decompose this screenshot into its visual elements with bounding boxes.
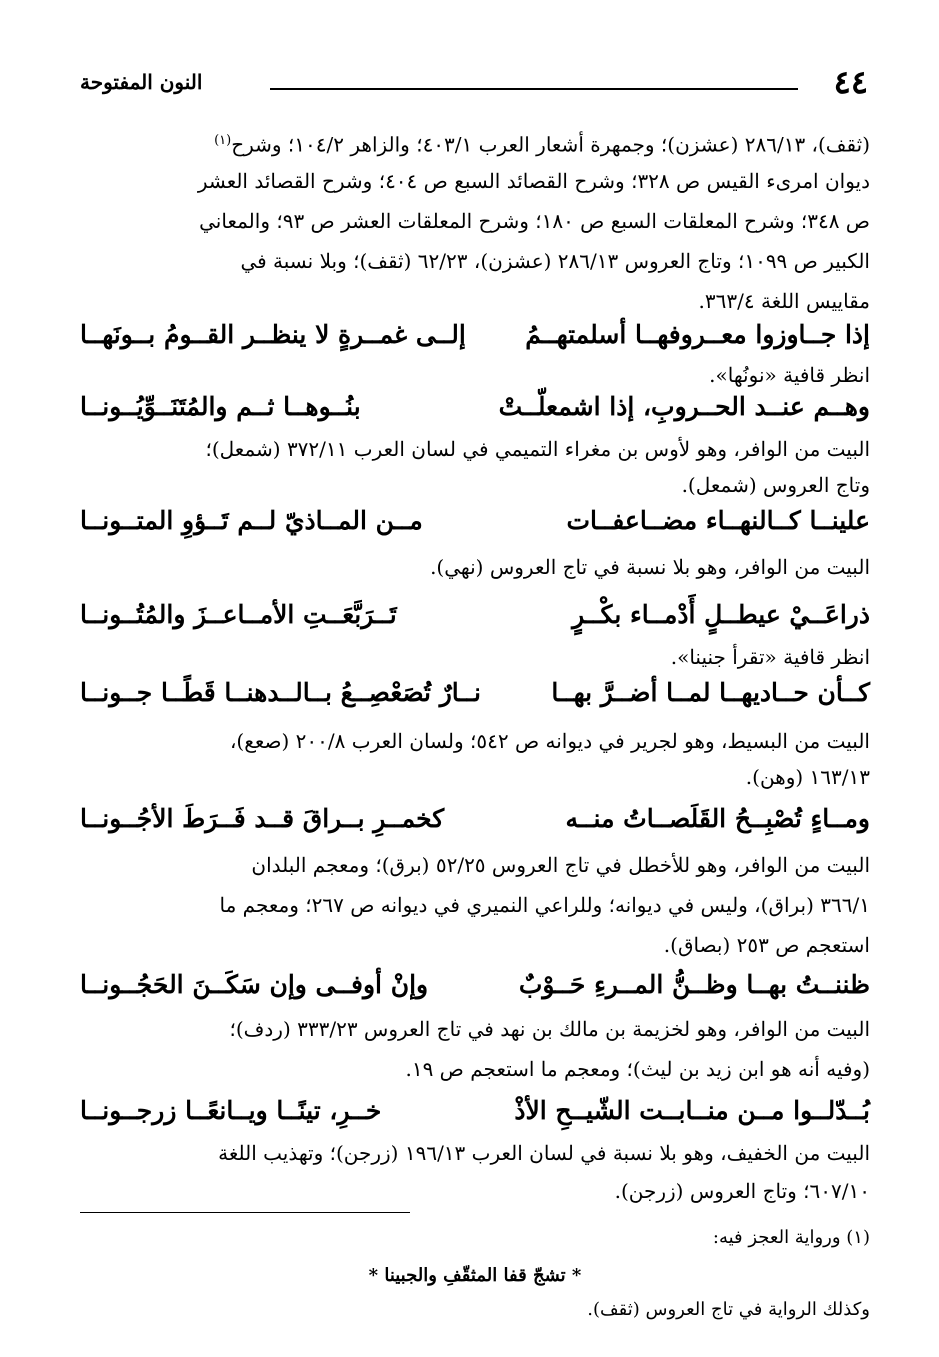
- verse-note: وتاج العروس (شمعل).: [681, 473, 870, 497]
- verse-second-hemistich: وإنْ أوفــى وإن سَكَــنَ الحَجُــونــا: [80, 970, 429, 999]
- header-rule: [270, 88, 798, 90]
- verse-note: ٣٦٦/١ (براق)، وليس في ديوانه؛ وللراعي النميري في ديوانه ص ٢٦٧؛ ومعجم ما: [219, 893, 870, 917]
- verse-second-hemistich: خــرِ، تينًــا ويــانعًــا زرجــونــا: [80, 1096, 382, 1125]
- verse-line: [80, 502, 870, 546]
- running-title: النون المفتوحة: [80, 70, 203, 94]
- verse-note: البيت من الوافر، وهو لأوس بن مغراء التميمي في لسان العرب ٣٧٢/١١ (شمعل)؛: [205, 437, 870, 461]
- verse-note: البيت من الوافر، وهو لخزيمة بن مالك بن نهد في تاج العروس ٣٣٣/٢٣ (ردف)؛: [229, 1017, 870, 1041]
- verse-first-hemistich: ذراعَــيْ عيطــلٍ أَدْمــاء بكْــرٍ: [572, 600, 870, 629]
- verse-first-hemistich: علينــا كــالنهــاء مضــاعفــات: [566, 506, 870, 535]
- verse-line: [80, 1092, 870, 1136]
- verse-note: البيت من الوافر، وهو للأخطل في تاج العروس ٥٢/٢٥ (برق)؛ ومعجم البلدان: [251, 853, 870, 877]
- page-header: [80, 64, 868, 100]
- intro-line: الكبير ص ١٠٩٩؛ وتاج العروس ٢٨٦/١٣ (عشزن)، ٦٢/٢٣ (ثقف)؛ وبلا نسبة في: [240, 249, 870, 273]
- verse-line: [80, 674, 870, 718]
- verse-line: [80, 800, 870, 844]
- verse-note: ٦٠٧/١٠؛ وتاج العروس (زرجن).: [614, 1179, 870, 1203]
- verse-line: [80, 388, 870, 432]
- verse-note: انظر قافية «تقرأ جنينا».: [670, 645, 870, 669]
- verse-line: [80, 316, 870, 360]
- page-number: ٤٤: [833, 63, 868, 101]
- verse-line: [80, 596, 870, 640]
- footnote-marker: (١): [214, 133, 232, 148]
- footnote-verse: * تشجّ قفا المثقّفِ والجبينا *: [368, 1265, 582, 1286]
- verse-first-hemistich: وهــم عنــد الحــروبِ، إذا اشمعلّــتْ: [498, 392, 870, 421]
- intro-line: (ثقف)، ٢٨٦/١٣ (عشزن)؛ وجمهرة أشعار العرب ٤٠٣/١؛ والزاهر ١٠٤/٢؛ وشرح$^{(١)}$: [214, 132, 870, 157]
- verse-note: (وفيه أنه هو ابن زيد بن ليث)؛ ومعجم ما استعجم ص ١٩.: [405, 1057, 870, 1081]
- verse-second-hemistich: إلــى غمــرةٍ لا ينظــر القــومُ بــونَهــا: [80, 320, 466, 349]
- verse-line: [80, 966, 870, 1010]
- verse-note: البيت من الخفيف، وهو بلا نسبة في لسان العرب ١٩٦/١٣ (زرجن)؛ وتهذيب اللغة: [218, 1141, 870, 1165]
- verse-second-hemistich: مــن المــاذيّ لــم تَــؤوِ المتــونــا: [80, 506, 423, 535]
- footnote-intro: (١) ورواية العجز فيه:: [712, 1227, 870, 1248]
- verse-note: البيت من الوافر، وهو بلا نسبة في تاج العروس (نهي).: [430, 555, 870, 579]
- verse-first-hemistich: ومــاءٍ تُصْبِــحُ القَلَصــاتُ منــه: [565, 804, 870, 833]
- verse-second-hemistich: نــارٌ تُصَعْصِــعُ بــالــدهنــا قَطًــا جــونــا: [80, 678, 482, 707]
- verse-note: انظر قافية «نونُها».: [709, 363, 870, 387]
- footnote-rule: [80, 1212, 410, 1213]
- verse-second-hemistich: تَــرَبَّعَــتِ الأمــاعــزَ والمُتُــونــا: [80, 600, 397, 629]
- verse-first-hemistich: كــأن حــاديهــا لمــا أضــرَّ بهــا: [551, 678, 870, 707]
- verse-first-hemistich: إذا جــاوزوا معــروفهــا أسلمتهــمُ: [525, 320, 870, 349]
- intro-line: مقاييس اللغة ٣٦٣/٤.: [698, 289, 870, 313]
- intro-line: ديوان امرىء القيس ص ٣٢٨؛ وشرح القصائد السبع ص ٤٠٤؛ وشرح القصائد العشر: [197, 169, 870, 193]
- verse-first-hemistich: ظننــتُ بهــا وظــنُّ المــرءِ حَــوْبٌ: [518, 970, 870, 999]
- intro-line: ص ٣٤٨؛ وشرح المعلقات السبع ص ١٨٠؛ وشرح المعلقات العشر ص ٩٣؛ والمعاني: [199, 209, 870, 233]
- verse-second-hemistich: بنُــوهــا ثــم والمُتَنَــوِّيُــونــا: [80, 392, 361, 421]
- verse-first-hemistich: بُــدّلــوا مــن منــابــت الشّيــحِ الأذْ: [514, 1096, 870, 1125]
- verse-note: استعجم ص ٢٥٣ (بصاق).: [663, 933, 870, 957]
- verse-note: البيت من البسيط، وهو لجرير في ديوانه ص ٥٤٢؛ ولسان العرب ٢٠٠/٨ (صعع)،: [229, 729, 870, 753]
- verse-note: ١٦٣/١٣ (وهن).: [745, 765, 870, 789]
- verse-second-hemistich: كخمــرِ بــراقَ قــد فَــرَطَ الأجُــونــا: [80, 804, 445, 833]
- footnote-closing: وكذلك الرواية في تاج العروس (ثقف).: [587, 1299, 870, 1320]
